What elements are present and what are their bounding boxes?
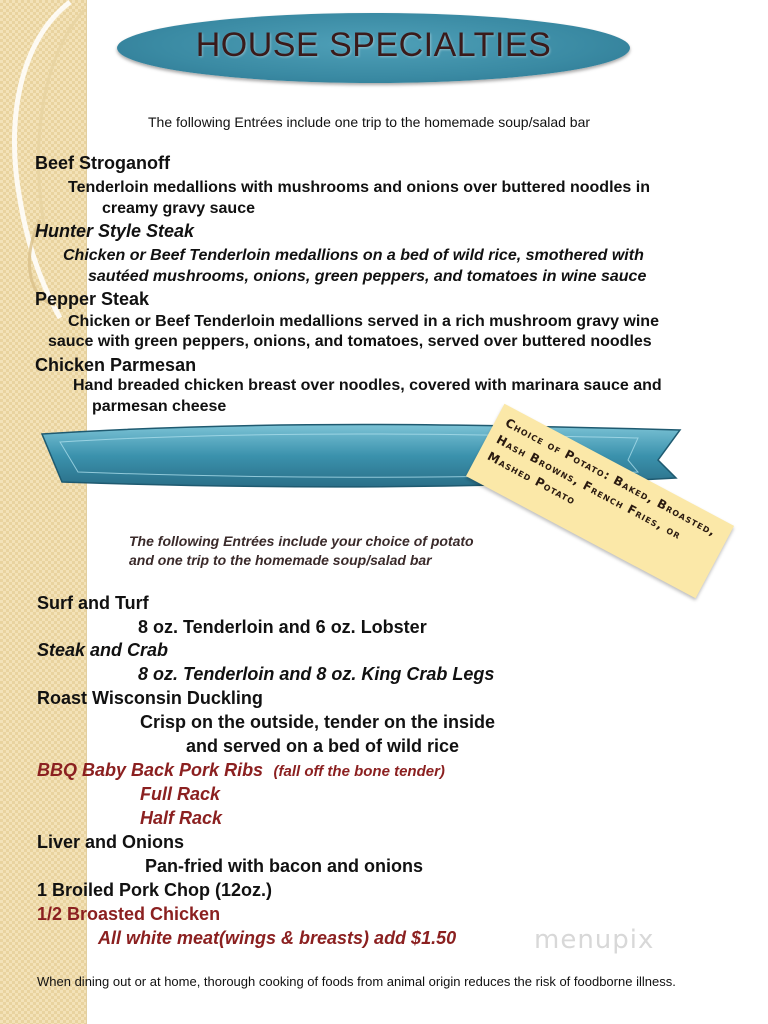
liver-onions-desc: Pan-fried with bacon and onions bbox=[145, 856, 424, 876]
watermark: menupix bbox=[534, 925, 655, 955]
ribs-note: (fall off the bone tender) bbox=[273, 763, 445, 780]
item-roast-duckling: Roast Wisconsin Duckling bbox=[37, 688, 263, 708]
chicken-parmesan-desc-1: Hand breaded chicken breast over noodles, covered with marinara sauce and bbox=[73, 377, 662, 394]
item-surf-and-turf: Surf and Turf bbox=[37, 593, 149, 613]
ribs-half-rack: Half Rack bbox=[140, 808, 223, 828]
ribs-row bbox=[37, 760, 445, 781]
item-chicken-parmesan: Chicken Parmesan bbox=[35, 355, 197, 375]
item-broasted-chicken: 1/2 Broasted Chicken bbox=[37, 904, 221, 924]
page-title: HOUSE SPECIALTIES bbox=[195, 26, 552, 64]
duckling-desc-2: and served on a bed of wild rice bbox=[186, 736, 460, 756]
section1-note: The following Entrées include one trip to the homemade soup/salad bar bbox=[148, 114, 591, 130]
beef-stroganoff-desc-2: creamy gravy sauce bbox=[102, 200, 255, 217]
pepper-steak-desc-1: Chicken or Beef Tenderloin medallions served in a rich mushroom gravy wine bbox=[68, 313, 659, 330]
steak-crab-desc: 8 oz. Tenderloin and 8 oz. King Crab Legs bbox=[138, 664, 495, 684]
item-bbq-ribs: BBQ Baby Back Pork Ribs bbox=[37, 760, 264, 780]
item-hunter-style-steak: Hunter Style Steak bbox=[35, 221, 195, 241]
item-beef-stroganoff: Beef Stroganoff bbox=[35, 153, 170, 173]
item-steak-and-crab: Steak and Crab bbox=[37, 640, 169, 660]
potato-choice-note: Choice of Potato: Baked, Broasted, Hash Browns, French Fries, or Mashed Potato bbox=[466, 404, 734, 598]
duckling-desc-1: Crisp on the outside, tender on the inside bbox=[140, 712, 496, 732]
section2-note-1: The following Entrées include your choice of potato bbox=[129, 533, 474, 549]
food-safety-footer: When dining out or at home, thorough cooking of foods from animal origin reduces the risk of foodborne illness. bbox=[37, 974, 676, 989]
hunter-steak-desc-1: Chicken or Beef Tenderloin medallions on a bed of wild rice, smothered with bbox=[63, 247, 644, 264]
section2-note-2: and one trip to the homemade soup/salad bar bbox=[129, 552, 432, 568]
item-liver-onions: Liver and Onions bbox=[37, 832, 185, 852]
surf-turf-desc: 8 oz. Tenderloin and 6 oz. Lobster bbox=[138, 617, 427, 637]
pepper-steak-desc-2: sauce with green peppers, onions, and tomatoes, served over buttered noodles bbox=[48, 333, 652, 350]
item-pork-chop: 1 Broiled Pork Chop (12oz.) bbox=[37, 880, 273, 900]
chicken-parmesan-desc-2: parmesan cheese bbox=[92, 398, 227, 415]
beef-stroganoff-desc-1: Tenderloin medallions with mushrooms and onions over buttered noodles in bbox=[68, 179, 650, 196]
ribs-full-rack: Full Rack bbox=[140, 784, 221, 804]
hunter-steak-desc-2: sautéed mushrooms, onions, green peppers, and tomatoes in wine sauce bbox=[88, 268, 647, 285]
item-pepper-steak: Pepper Steak bbox=[35, 289, 150, 309]
broasted-chicken-desc: All white meat(wings & breasts) add $1.50 bbox=[98, 928, 457, 948]
